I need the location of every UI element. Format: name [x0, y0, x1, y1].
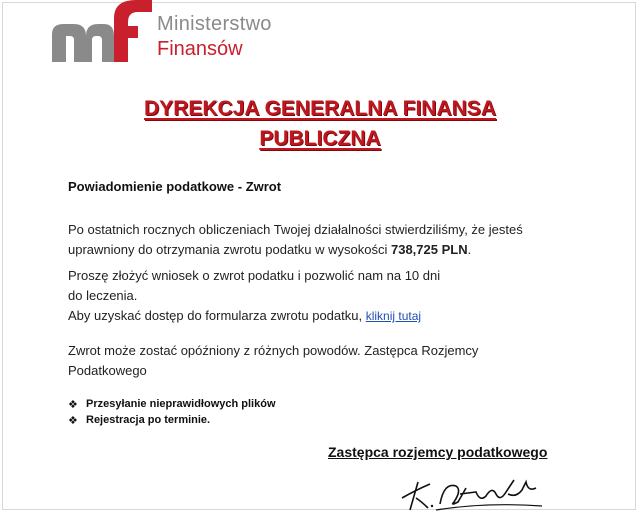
reasons-list: [68, 396, 276, 428]
signer-title: Zastępca rozjemcy podatkowego: [328, 444, 548, 460]
refund-text-end: .: [467, 242, 472, 257]
document-title: [0, 94, 640, 154]
brand-line-2: Finansów: [157, 38, 243, 60]
title-line-1: DYREKCJA GENERALNA FINANSA: [144, 97, 496, 120]
paragraph-refund-info: [68, 220, 538, 260]
list-item-text: Rejestracja po terminie.: [86, 414, 211, 426]
list-item: [68, 396, 276, 412]
handwritten-signature: [396, 472, 546, 512]
refund-amount: 738,725 PLN: [390, 242, 468, 257]
ministry-logo: [52, 0, 152, 62]
title-line-2: PUBLICZNA: [259, 127, 381, 150]
refund-text: Po ostatnich rocznych obliczeniach Twojej działalności stwierdziliśmy, że jesteś uprawniony do otrzymania zwrotu podatku w wysokości: [68, 222, 523, 257]
brand-name: [157, 14, 272, 59]
notice-subject: Powiadomienie podatkowe - Zwrot: [68, 179, 282, 194]
list-item-text: Przesyłanie nieprawidłowych plików: [86, 398, 276, 410]
instructions-line-1: Proszę złożyć wniosek o zwrot podatku i pozwolić nam na 10 dni: [68, 268, 441, 283]
refund-form-link[interactable]: kliknij tutaj: [365, 309, 422, 323]
instructions-line-2: do leczenia.: [68, 288, 138, 303]
paragraph-delay-notice: Zwrot może zostać opóźniony z różnych powodów. Zastępca Rozjemcy Podatkowego: [68, 343, 479, 378]
instructions-line-3: [68, 306, 548, 326]
paragraph-instructions: [68, 266, 548, 326]
diamond-bullet-icon: ❖: [68, 398, 78, 411]
list-item: [68, 412, 276, 428]
instructions-text: Aby uzyskać dostęp do formularza zwrotu podatku,: [68, 308, 366, 323]
brand-line-1: Ministerstwo: [157, 13, 272, 35]
diamond-bullet-icon: ❖: [68, 414, 78, 427]
